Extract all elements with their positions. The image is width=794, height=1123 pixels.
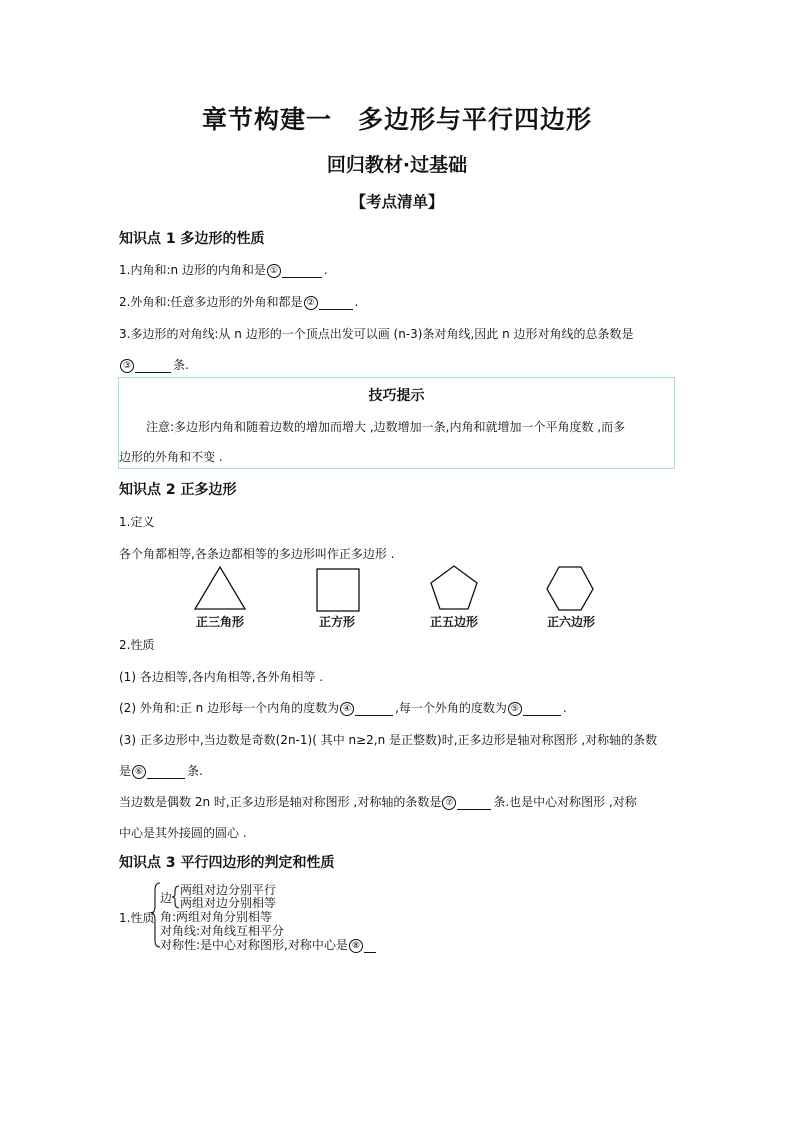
page-subtitle: 回归教材·过基础 xyxy=(326,154,468,176)
tip-line2: 边形的外角和不变 . xyxy=(119,450,223,464)
blank-number: ⑧ xyxy=(349,939,363,953)
answer-blank xyxy=(147,766,185,779)
s1-item3-cont: ③ 条. xyxy=(119,356,189,373)
s3-angle: 角:两组对角分别相等 xyxy=(160,910,273,924)
answer-blank xyxy=(319,297,353,310)
tip-line1: 注意:多边形内角和随着边数的增加而增大 ,边数增加一条,内角和就增加一个平角度数 ,而多 xyxy=(146,420,626,434)
blank-number: ④ xyxy=(340,702,354,716)
blank-number: ② xyxy=(304,296,318,310)
property-4-cont: 中心是其外接圆的圆心 . xyxy=(119,826,247,840)
answer-blank xyxy=(355,703,393,716)
s3-edge-1: 两组对边分别平行 xyxy=(180,883,277,897)
shape-label-hexagon: 正六边形 xyxy=(546,615,595,629)
shape-label-triangle: 正三角形 xyxy=(195,615,244,629)
property-3: (3) 正多边形中,当边数是奇数(2n-1)( 其中 n≥2,n 是正整数)时,正多边形是轴对称图形 ,对称轴的条数 xyxy=(119,733,658,747)
property-4: 当边数是偶数 2n 时,正多边形是轴对称图形 ,对称轴的条数是 ⑦ 条.也是中心对称图形 ,对称 xyxy=(119,795,637,809)
s3-diagonal: 对角线:对角线互相平分 xyxy=(160,924,285,938)
s3-symmetry: 对称性:是中心对称图形,对称中心是 ⑧ xyxy=(160,936,378,953)
answer-blank xyxy=(282,265,322,278)
square-shape xyxy=(317,569,359,611)
s1-item1: 1.内角和:n 边形的内角和是 ① . xyxy=(119,263,328,277)
list-title: 【考点清单】 xyxy=(350,193,444,211)
property-3-cont: 是 ⑥ 条. xyxy=(119,764,203,778)
s3-label: 1.性质 xyxy=(119,911,155,925)
pentagon-shape xyxy=(431,566,477,609)
tip-title: 技巧提示 xyxy=(368,388,425,404)
section2-heading: 知识点 2 正多边形 xyxy=(119,482,237,498)
shape-label-pentagon: 正五边形 xyxy=(429,615,478,629)
section1-heading: 知识点 1 多边形的性质 xyxy=(119,231,265,247)
page-title: 章节构建一 多边形与平行四边形 xyxy=(201,105,592,134)
definition-label: 1.定义 xyxy=(119,515,155,529)
property-2: (2) 外角和:正 n 边形每一个内角的度数为 ④ ,每一个外角的度数为 ⑤ . xyxy=(119,701,567,715)
section3-heading: 知识点 3 平行四边形的判定和性质 xyxy=(119,855,335,871)
property-1: (1) 各边相等,各内角相等,各外角相等 . xyxy=(119,670,324,684)
s1-item2: 2.外角和:任意多边形的外角和都是 ② . xyxy=(119,295,359,309)
blank-number: ① xyxy=(267,264,281,278)
regular-polygons-figure xyxy=(180,562,620,618)
s3-edge: 边 xyxy=(160,891,173,905)
blank-number: ⑤ xyxy=(508,702,522,716)
answer-blank xyxy=(523,703,561,716)
hexagon-shape xyxy=(547,567,593,610)
blank-number: ⑦ xyxy=(442,796,456,810)
definition-text: 各个角都相等,各条边都相等的多边形叫作正多边形 . xyxy=(119,547,395,561)
answer-blank xyxy=(135,360,171,373)
property-label: 2.性质 xyxy=(119,638,155,652)
answer-blank xyxy=(364,940,376,953)
blank-number: ③ xyxy=(120,359,134,373)
answer-blank xyxy=(457,797,491,810)
blank-number: ⑥ xyxy=(132,765,146,779)
inner-brace-icon xyxy=(172,886,179,908)
shape-label-square: 正方形 xyxy=(318,615,355,629)
triangle-shape xyxy=(195,567,245,609)
s3-edge-2: 两组对边分别相等 xyxy=(180,896,277,910)
s1-item3: 3.多边形的对角线:从 n 边形的一个顶点出发可以画 (n-3)条对角线,因此 n 边形对角线的总条数是 xyxy=(119,327,634,341)
